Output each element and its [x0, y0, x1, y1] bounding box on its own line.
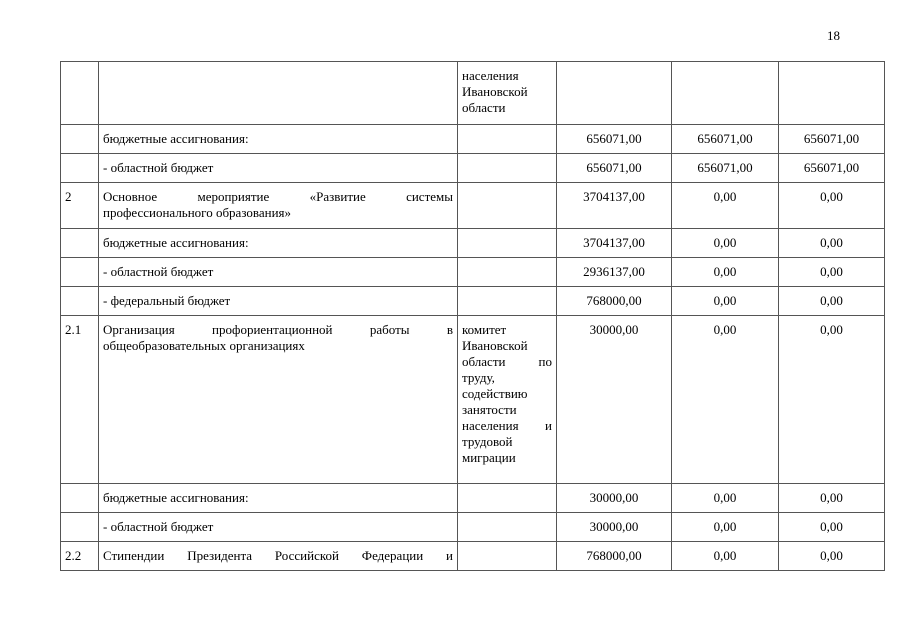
row-value-2019: 30000,00 — [557, 316, 672, 484]
row-value-2019: 3704137,00 — [557, 183, 672, 229]
row-number: 2 — [61, 183, 99, 229]
row-value-2020: 0,00 — [672, 258, 779, 287]
row-value-2019: 30000,00 — [557, 484, 672, 513]
row-value-2020: 0,00 — [672, 513, 779, 542]
row-executor: населения Ивановской области — [458, 62, 557, 125]
row-value-2021 — [779, 62, 885, 125]
row-number — [61, 484, 99, 513]
row-value-2020 — [672, 62, 779, 125]
budget-table — [60, 61, 885, 571]
row-number — [61, 154, 99, 183]
row-value-2019: 656071,00 — [557, 125, 672, 154]
row-executor — [458, 287, 557, 316]
table-row — [61, 484, 885, 513]
row-name: - областной бюджет — [99, 258, 458, 287]
row-name: - областной бюджет — [99, 154, 458, 183]
row-number — [61, 258, 99, 287]
table-row — [61, 287, 885, 316]
row-value-2021: 0,00 — [779, 316, 885, 484]
row-executor — [458, 229, 557, 258]
row-value-2019: 2936137,00 — [557, 258, 672, 287]
row-value-2020: 0,00 — [672, 542, 779, 571]
row-value-2021: 656071,00 — [779, 154, 885, 183]
row-name: бюджетные ассигнования: — [99, 484, 458, 513]
table-row — [61, 316, 885, 484]
row-value-2021: 0,00 — [779, 229, 885, 258]
row-number — [61, 513, 99, 542]
row-name: бюджетные ассигнования: — [99, 229, 458, 258]
row-value-2021: 0,00 — [779, 542, 885, 571]
row-name: бюджетные ассигнования: — [99, 125, 458, 154]
row-value-2019: 3704137,00 — [557, 229, 672, 258]
row-value-2021: 0,00 — [779, 287, 885, 316]
row-name — [99, 62, 458, 125]
table-row — [61, 183, 885, 229]
table-row — [61, 258, 885, 287]
row-value-2021: 0,00 — [779, 484, 885, 513]
table-row — [61, 229, 885, 258]
row-number: 2.2 — [61, 542, 99, 571]
row-executor — [458, 125, 557, 154]
table-row — [61, 513, 885, 542]
row-value-2020: 0,00 — [672, 229, 779, 258]
row-number: 2.1 — [61, 316, 99, 484]
row-name: Основное мероприятие «Развитие системы профессионального образования» — [99, 183, 458, 229]
row-name: - федеральный бюджет — [99, 287, 458, 316]
row-executor — [458, 484, 557, 513]
row-value-2019: 768000,00 — [557, 542, 672, 571]
table-row — [61, 542, 885, 571]
row-number — [61, 125, 99, 154]
row-value-2019: 656071,00 — [557, 154, 672, 183]
row-executor — [458, 513, 557, 542]
row-value-2021: 0,00 — [779, 258, 885, 287]
row-value-2021: 0,00 — [779, 183, 885, 229]
row-executor — [458, 183, 557, 229]
row-executor — [458, 542, 557, 571]
row-value-2020: 656071,00 — [672, 154, 779, 183]
row-name: - областной бюджет — [99, 513, 458, 542]
row-value-2021: 656071,00 — [779, 125, 885, 154]
row-executor — [458, 154, 557, 183]
page-number: 18 — [827, 28, 840, 43]
row-number — [61, 287, 99, 316]
table-row — [61, 62, 885, 125]
row-executor: комитет Ивановской области по труду, содействию занятости населения и трудовой миграции — [458, 316, 557, 484]
row-value-2020: 0,00 — [672, 287, 779, 316]
row-value-2020: 0,00 — [672, 484, 779, 513]
row-name: Организация профориентационной работы в общеобразовательных организациях — [99, 316, 458, 484]
row-value-2019 — [557, 62, 672, 125]
table-row — [61, 154, 885, 183]
row-value-2020: 0,00 — [672, 183, 779, 229]
row-value-2020: 0,00 — [672, 316, 779, 484]
row-value-2019: 768000,00 — [557, 287, 672, 316]
row-number — [61, 229, 99, 258]
table-row — [61, 125, 885, 154]
row-value-2019: 30000,00 — [557, 513, 672, 542]
row-value-2020: 656071,00 — [672, 125, 779, 154]
row-value-2021: 0,00 — [779, 513, 885, 542]
row-name: Стипендии Президента Российской Федерации и — [99, 542, 458, 571]
row-number — [61, 62, 99, 125]
row-executor — [458, 258, 557, 287]
